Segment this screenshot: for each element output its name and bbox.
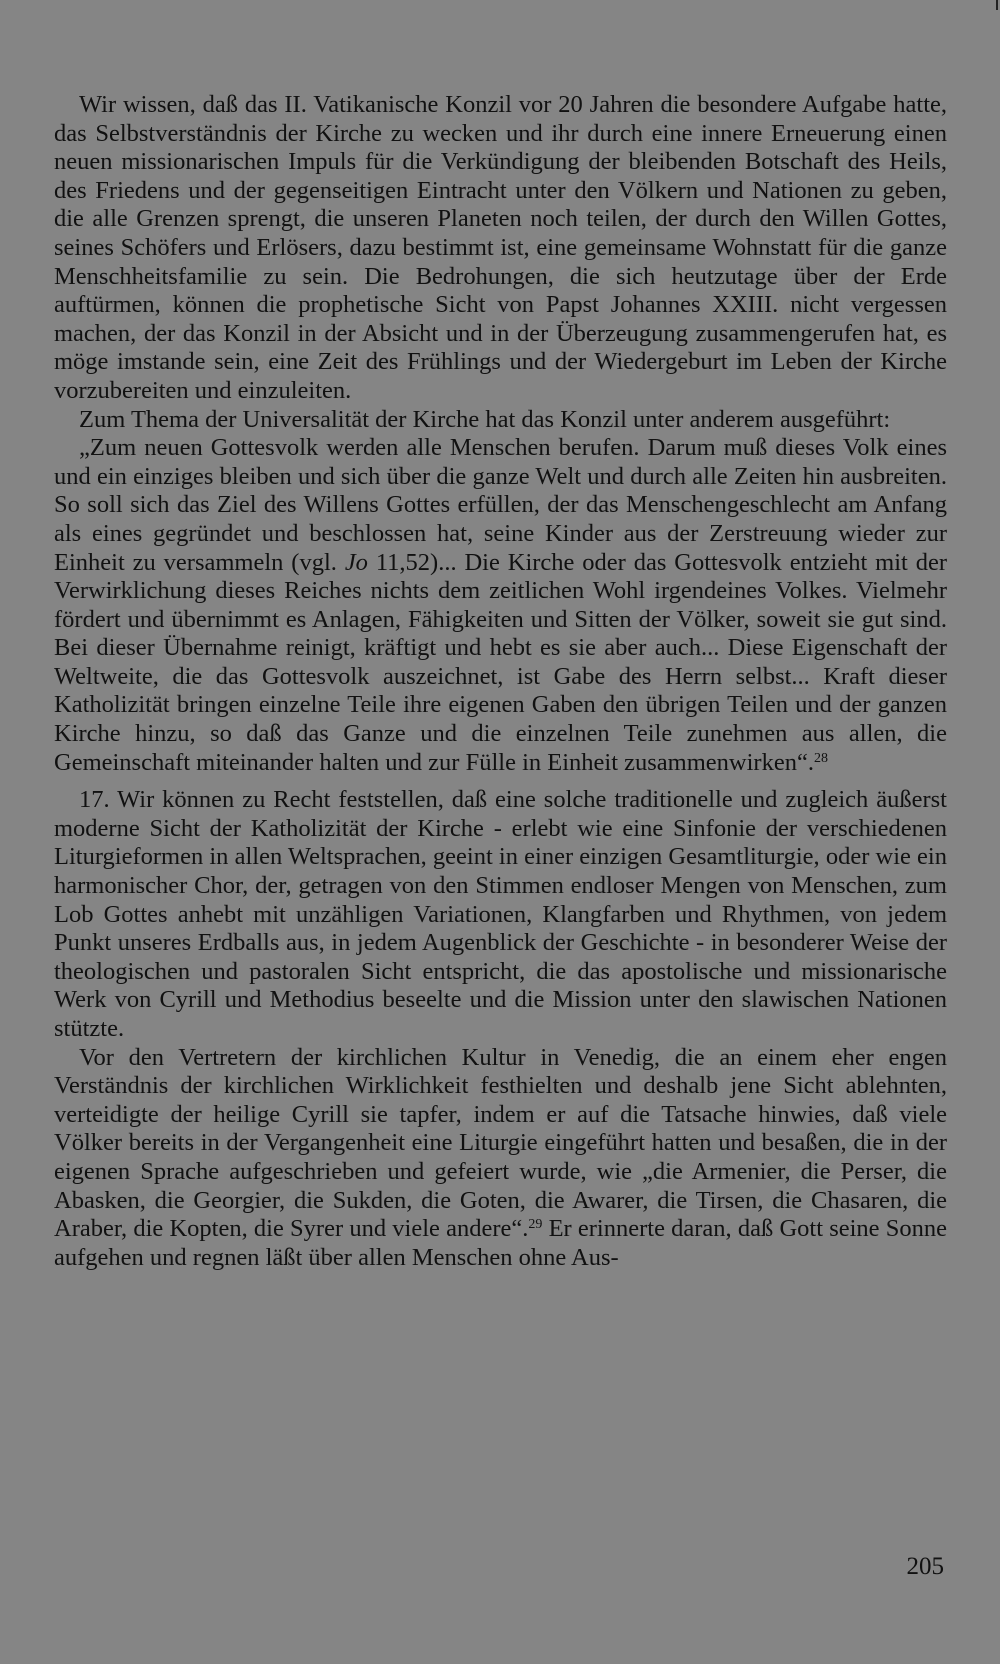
paragraph-council-quote [54,434,947,777]
paragraph-17: 17. Wir können zu Recht feststellen, daß eine solche traditionelle und zugleich äußerst moderne Sicht der Katholizität der Kirche - erlebt wie eine Sinfonie der verschiedenen Liturgieformen in allen Weltsprachen, geeint in einer einzigen Gesamtliturgie, oder wie ein harmonischer Chor, der, getragen von den Stimmen endloser Mengen von Menschen, zum Lob Gottes anhebt mit unzähligen Variationen, Klangfarben und Rhythmen, von jedem Punkt unseres Erdballs aus, in jedem Augenblick der Geschichte - in besonderer Weise der theologischen und pastoralen Sicht entspricht, die das apostolische und missionarische Werk von Cyrill und Methodius beseelte und die Mission unter den slawischen Nationen stützte. [54,786,947,1042]
cyrill-text-part-1: Vor den Vertretern der kirchlichen Kultur in Venedig, die an einem eher engen Verständnis der kirchlichen Wirklichkeit festhielten und deshalb jene Sicht ablehnten, verteidigte der heilige Cyrill sie tapfer, indem er auf die Tatsache hinwies, daß viele Völker bereits in der Vergangenheit eine Liturgie eingeführt hatten und besaßen, die in der eigenen Sprache aufgeschrieben und gefeiert wurde, wie „die Armenier, die Perser, die Abasken, die Georgier, die Sukden, die Goten, die Awarer, die Tirsen, die Chasaren, die Araber, die Kopten, die Syrer und viele andere“. [54,1043,947,1243]
cyrill-text-part-2: Er erinnerte daran, daß Gott seine Sonne aufgehen und regnen läßt über allen Menschen ohne Aus- [54,1215,947,1271]
edge-mark [996,0,998,10]
footnote-marker-29: 29 [528,1217,543,1233]
page-number: 205 [906,1553,944,1580]
body-text [54,91,947,1272]
paragraph-universality-intro: Zum Thema der Universalität der Kirche hat das Konzil unter anderem ausgeführt: [79,405,891,433]
paragraph-cyrill-venice [54,1044,947,1273]
paragraph-council-mission: Wir wissen, daß das II. Vatikanische Konzil vor 20 Jahren die besondere Aufgabe hatte, das Selbstverständnis der Kirche zu wecken und ihr durch eine innere Erneuerung einen neuen missionarischen Impuls für die Verkündigung der bleibenden Botschaft des Heils, des Friedens und der gegenseitigen Eintracht unter den Völkern und Nationen zu geben, die alle Grenzen sprengt, die unseren Planeten noch teilen, der durch den Willen Gottes, seines Schöfers und Erlösers, dazu bestimmt ist, eine gemeinsame Wohnstatt für die ganze Menschheitsfamilie zu sein. Die Bedrohungen, die sich heutzutage über der Erde auftürmen, können die prophetische Sicht von Papst Johannes XXIII. nicht vergessen machen, der das Konzil in der Absicht und in der Überzeugung zusammengerufen hat, es möge imstande sein, eine Zeit des Frühlings und der Wiedergeburt im Leben der Kirche vorzubereiten und einzuleiten. [54,91,947,404]
quote-text-part-2: 11,52)... Die Kirche oder das Gottesvolk entzieht mit der Verwirklichung dieses Reiches nichts dem zeitlichen Wohl irgendeines Volkes. Vielmehr fördert und übernimmt es Anlagen, Fähigkeiten und Sitten der Völker, soweit sie gut sind. Bei dieser Übernahme reinigt, kräftigt und hebt es sie aber auch... Diese Eigenschaft der Weltweite, die das Gottesvolk auszeichnet, ist Gabe des Herrn selbst... Kraft dieser Katholizität bringen einzelne Teile ihre eigenen Gaben den übrigen Teilen und der ganzen Kirche hinzu, so daß das Ganze und die einzelnen Teile zunehmen aus allen, die Gemeinschaft miteinander halten und zur Fülle in Einheit zusammenwirken“. [54,548,947,776]
footnote-marker-28: 28 [813,750,828,766]
quote-text-part-1: „Zum neuen Gottesvolk werden alle Menschen berufen. Darum muß dieses Volk eines und ein einziges bleiben und sich über die ganze Welt und durch alle Zeiten hin ausbreiten. So soll sich das Ziel des Willens Gottes erfüllen, der das Menschengeschlecht am Anfang als eines gegründet und beschlossen hat, seine Kinder aus der Zerstreuung wieder zur Einheit zu versammeln (vgl. [54,434,947,576]
scripture-reference: Jo [344,548,368,576]
